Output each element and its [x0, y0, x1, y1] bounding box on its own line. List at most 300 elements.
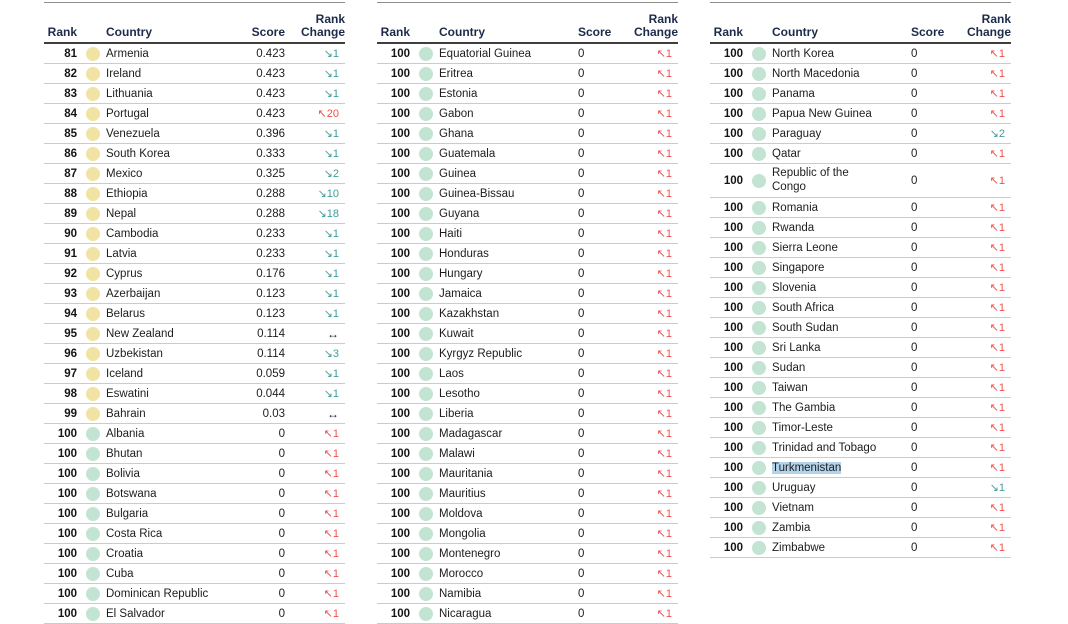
table-row [377, 524, 678, 544]
country-name: Sierra Leone [772, 241, 838, 254]
green-status-dot-icon [419, 307, 433, 321]
country-name: Liberia [439, 407, 474, 420]
country-name: Trinidad and Tobago [772, 441, 877, 454]
dot-cell [80, 467, 106, 481]
country-cell [772, 502, 897, 514]
table-row [377, 84, 678, 104]
score-cell: 0 [911, 107, 918, 120]
table-row [44, 464, 345, 484]
green-status-dot-icon [86, 507, 100, 521]
rank-cell: 100 [390, 367, 410, 380]
green-status-dot-icon [752, 321, 766, 335]
rank-change-cell [955, 47, 1011, 60]
dot-cell [413, 467, 439, 481]
rank-cell: 100 [723, 127, 743, 140]
rank-cell: 94 [64, 307, 77, 320]
rank-cell: 81 [64, 47, 77, 60]
table-row [377, 204, 678, 224]
green-status-dot-icon [419, 367, 433, 381]
rank-change-cell [622, 307, 678, 320]
green-status-dot-icon [86, 607, 100, 621]
dot-cell [413, 427, 439, 441]
rank-up-arrow-icon: ↖1 [656, 68, 672, 80]
score-cell: 0 [911, 147, 918, 160]
yellow-status-dot-icon [86, 147, 100, 161]
country-cell [106, 328, 231, 340]
score-cell: 0 [911, 201, 918, 214]
rank-change-cell [622, 567, 678, 580]
country-name: Mexico [106, 167, 143, 180]
rank-change-cell [955, 174, 1011, 187]
score-cell: 0 [278, 607, 285, 620]
dot-cell [80, 487, 106, 501]
dot-cell [80, 587, 106, 601]
green-status-dot-icon [419, 487, 433, 501]
rank-up-arrow-icon: ↖1 [323, 568, 339, 580]
dot-cell [746, 261, 772, 275]
rank-change-cell [622, 207, 678, 220]
rank-change-cell [289, 427, 345, 440]
dot-cell [746, 421, 772, 435]
green-status-dot-icon [752, 461, 766, 475]
rank-cell: 100 [723, 301, 743, 314]
rank-up-arrow-icon: ↖1 [323, 428, 339, 440]
rank-change-cell [622, 607, 678, 620]
country-name: Portugal [106, 107, 149, 120]
score-cell: 0.423 [256, 87, 285, 100]
country-name: El Salvador [106, 607, 165, 620]
rank-change-cell [289, 87, 345, 100]
dot-cell [746, 361, 772, 375]
rank-change-cell [289, 187, 345, 200]
table-row [710, 278, 1011, 298]
score-cell: 0.044 [256, 387, 285, 400]
rank-cell: 100 [390, 287, 410, 300]
rank-down-arrow-icon: ↘1 [323, 268, 339, 280]
score-column-header: Score [578, 24, 612, 39]
green-status-dot-icon [752, 421, 766, 435]
green-status-dot-icon [752, 107, 766, 121]
dot-cell [746, 481, 772, 495]
rank-cell: 100 [723, 401, 743, 414]
score-cell: 0 [578, 487, 585, 500]
table-row [44, 564, 345, 584]
rank-change-cell [289, 207, 345, 220]
table-row [377, 604, 678, 624]
rank-cell: 87 [64, 167, 77, 180]
score-cell: 0 [911, 241, 918, 254]
country-cell [106, 568, 231, 580]
yellow-status-dot-icon [86, 387, 100, 401]
rank-cell: 100 [390, 227, 410, 240]
rank-change-cell [289, 247, 345, 260]
rank-cell: 100 [723, 221, 743, 234]
rank-cell: 100 [723, 241, 743, 254]
score-cell: 0 [911, 281, 918, 294]
score-cell: 0 [278, 447, 285, 460]
rank-change-cell [955, 67, 1011, 80]
table-row [710, 498, 1011, 518]
yellow-status-dot-icon [86, 307, 100, 321]
country-name: Ethiopia [106, 187, 148, 200]
rank-up-arrow-icon: ↖1 [989, 342, 1005, 354]
score-cell: 0 [911, 441, 918, 454]
score-cell: 0 [911, 321, 918, 334]
country-cell [439, 508, 564, 520]
table-row [710, 438, 1011, 458]
table-row [44, 424, 345, 444]
ranking-table-1 [44, 2, 345, 624]
dot-cell [413, 87, 439, 101]
score-cell: 0 [911, 541, 918, 554]
country-name: Sudan [772, 361, 806, 374]
rank-cell: 100 [390, 607, 410, 620]
country-cell [106, 308, 231, 320]
dot-cell [80, 267, 106, 281]
country-name: Estonia [439, 87, 478, 100]
country-name: Gabon [439, 107, 474, 120]
rank-up-arrow-icon: ↖1 [989, 202, 1005, 214]
country-name: Paraguay [772, 127, 822, 140]
country-cell [772, 302, 897, 314]
country-cell [439, 308, 564, 320]
table-row [710, 218, 1011, 238]
table-header [710, 3, 1011, 44]
country-cell [106, 208, 231, 220]
dot-cell [80, 287, 106, 301]
score-cell: 0.233 [256, 227, 285, 240]
table-row [44, 304, 345, 324]
dot-cell [80, 127, 106, 141]
table-body [710, 44, 1011, 558]
dot-cell [413, 47, 439, 61]
yellow-status-dot-icon [86, 47, 100, 61]
rank-cell: 82 [64, 67, 77, 80]
country-cell [772, 342, 897, 354]
score-cell: 0 [911, 481, 918, 494]
rank-cell: 100 [390, 487, 410, 500]
rank-up-arrow-icon: ↖1 [989, 175, 1005, 187]
rank-down-arrow-icon: ↘1 [323, 288, 339, 300]
rank-change-cell [622, 227, 678, 240]
dot-cell [746, 401, 772, 415]
rank-change-cell [622, 287, 678, 300]
rank-cell: 92 [64, 267, 77, 280]
rank-up-arrow-icon: ↖1 [656, 368, 672, 380]
country-name: Moldova [439, 507, 483, 520]
rank-cell: 100 [390, 107, 410, 120]
country-cell [439, 588, 564, 600]
country-name: Cuba [106, 567, 134, 580]
country-cell [439, 208, 564, 220]
country-cell [439, 288, 564, 300]
rank-change-cell [289, 487, 345, 500]
table-row [44, 284, 345, 304]
table-row [44, 144, 345, 164]
dot-cell [80, 607, 106, 621]
green-status-dot-icon [419, 427, 433, 441]
dot-cell [746, 381, 772, 395]
country-name: Kuwait [439, 327, 474, 340]
country-name: Uzbekistan [106, 347, 163, 360]
table-row [44, 604, 345, 624]
table-row [44, 504, 345, 524]
country-name: Nepal [106, 207, 137, 220]
score-cell: 0.396 [256, 127, 285, 140]
rank-up-arrow-icon: ↖1 [656, 528, 672, 540]
score-cell: 0 [911, 521, 918, 534]
rank-cell: 100 [723, 381, 743, 394]
rank-change-cell [955, 481, 1011, 494]
country-name: Slovenia [772, 281, 817, 294]
table-row [377, 144, 678, 164]
green-status-dot-icon [419, 127, 433, 141]
table-row [710, 358, 1011, 378]
rank-cell: 100 [723, 87, 743, 100]
table-row [377, 64, 678, 84]
table-row [710, 238, 1011, 258]
country-cell [106, 188, 231, 200]
rank-change-cell [955, 241, 1011, 254]
score-cell: 0 [578, 67, 585, 80]
country-name: Iceland [106, 367, 144, 380]
country-name: Guinea [439, 167, 477, 180]
country-cell [106, 548, 231, 560]
rank-change-cell [289, 107, 345, 120]
country-name: Uruguay [772, 481, 816, 494]
green-status-dot-icon [752, 87, 766, 101]
country-name: Guyana [439, 207, 480, 220]
rank-up-arrow-icon: ↖1 [656, 248, 672, 260]
green-status-dot-icon [419, 407, 433, 421]
country-name: Honduras [439, 247, 489, 260]
dot-cell [746, 147, 772, 161]
table-row [44, 44, 345, 64]
green-status-dot-icon [419, 587, 433, 601]
country-cell [772, 442, 897, 454]
rank-down-arrow-icon: ↘2 [989, 128, 1005, 140]
rank-up-arrow-icon: ↖1 [656, 448, 672, 460]
dot-cell [413, 527, 439, 541]
rank-up-arrow-icon: ↖1 [323, 448, 339, 460]
rank-down-arrow-icon: ↘3 [323, 348, 339, 360]
rank-change-cell [289, 407, 345, 421]
score-cell: 0 [911, 501, 918, 514]
score-column-header: Score [251, 24, 285, 39]
score-cell: 0.423 [256, 107, 285, 120]
country-name: Latvia [106, 247, 137, 260]
score-cell: 0 [911, 87, 918, 100]
rank-cell: 100 [57, 487, 77, 500]
country-cell [772, 262, 897, 274]
table-row [710, 144, 1011, 164]
rank-cell: 100 [723, 281, 743, 294]
country-cell [439, 528, 564, 540]
rank-change-cell [955, 301, 1011, 314]
country-name: South Africa [772, 301, 835, 314]
score-cell: 0 [278, 567, 285, 580]
score-cell: 0 [578, 347, 585, 360]
dot-cell [746, 321, 772, 335]
table-row [710, 378, 1011, 398]
country-name: Costa Rica [106, 527, 163, 540]
rank-change-cell [289, 67, 345, 80]
dot-cell [746, 501, 772, 515]
country-cell [106, 408, 231, 420]
rank-cell: 100 [723, 461, 743, 474]
table-row [377, 244, 678, 264]
score-cell: 0 [578, 567, 585, 580]
rank-cell: 84 [64, 107, 77, 120]
country-name: Guatemala [439, 147, 496, 160]
green-status-dot-icon [419, 207, 433, 221]
country-cell [772, 68, 897, 80]
rank-cell: 100 [390, 47, 410, 60]
country-cell [106, 528, 231, 540]
table-row [710, 518, 1011, 538]
rank-up-arrow-icon: ↖1 [656, 488, 672, 500]
rank-cell: 100 [390, 567, 410, 580]
rank-up-arrow-icon: ↖1 [323, 508, 339, 520]
rank-cell: 100 [723, 201, 743, 214]
rank-cell: 100 [723, 481, 743, 494]
country-cell [106, 228, 231, 240]
score-cell: 0.288 [256, 187, 285, 200]
table-body [377, 44, 678, 624]
country-cell [439, 188, 564, 200]
green-status-dot-icon [752, 221, 766, 235]
dot-cell [80, 47, 106, 61]
table-row [44, 224, 345, 244]
rank-down-arrow-icon: ↘1 [323, 308, 339, 320]
dot-cell [413, 127, 439, 141]
country-cell [772, 482, 897, 494]
rank-cell: 100 [390, 387, 410, 400]
rank-change-cell [955, 461, 1011, 474]
rank-cell: 100 [390, 147, 410, 160]
rank-change-cell [622, 127, 678, 140]
score-cell: 0 [578, 307, 585, 320]
table-row [710, 198, 1011, 218]
green-status-dot-icon [419, 227, 433, 241]
rank-change-cell [289, 127, 345, 140]
table-row [377, 484, 678, 504]
green-status-dot-icon [419, 467, 433, 481]
rank-change-cell [622, 507, 678, 520]
green-status-dot-icon [419, 287, 433, 301]
green-status-dot-icon [752, 401, 766, 415]
score-cell: 0 [578, 127, 585, 140]
rank-up-arrow-icon: ↖1 [656, 608, 672, 620]
country-cell [772, 322, 897, 334]
rank-up-arrow-icon: ↖1 [989, 222, 1005, 234]
score-cell: 0 [911, 421, 918, 434]
rank-change-cell [622, 107, 678, 120]
country-name: Ireland [106, 67, 142, 80]
country-name: Mauritania [439, 467, 493, 480]
score-cell: 0 [578, 507, 585, 520]
table-row [377, 444, 678, 464]
score-cell: 0 [578, 587, 585, 600]
rank-down-arrow-icon: ↘1 [323, 388, 339, 400]
dot-cell [413, 367, 439, 381]
score-cell: 0 [911, 261, 918, 274]
dot-cell [413, 347, 439, 361]
rank-change-column-header: Rank Change [966, 11, 1011, 39]
dot-cell [80, 147, 106, 161]
country-cell [439, 268, 564, 280]
rank-cell: 100 [390, 507, 410, 520]
rank-change-cell [955, 87, 1011, 100]
rank-up-arrow-icon: ↖1 [989, 402, 1005, 414]
rank-change-cell [289, 527, 345, 540]
rank-change-cell [955, 281, 1011, 294]
score-cell: 0 [578, 327, 585, 340]
rank-change-column-header: Rank Change [300, 11, 345, 39]
dot-cell [80, 87, 106, 101]
green-status-dot-icon [419, 567, 433, 581]
country-cell [106, 48, 231, 60]
rank-change-cell [289, 307, 345, 320]
rank-change-cell [622, 187, 678, 200]
table-row [377, 584, 678, 604]
table-row [710, 478, 1011, 498]
dot-cell [746, 301, 772, 315]
score-cell: 0 [578, 107, 585, 120]
country-name: Equatorial Guinea [439, 47, 532, 60]
country-name: Zimbabwe [772, 541, 826, 554]
rank-up-arrow-icon: ↖1 [323, 548, 339, 560]
country-column-header: Country [106, 24, 152, 39]
country-cell [772, 362, 897, 374]
dot-cell [80, 167, 106, 181]
score-cell: 0 [578, 267, 585, 280]
rank-cell: 98 [64, 387, 77, 400]
rank-cell: 100 [57, 507, 77, 520]
rank-change-cell [955, 501, 1011, 514]
rank-change-cell [622, 67, 678, 80]
dot-cell [413, 207, 439, 221]
rank-up-arrow-icon: ↖1 [323, 588, 339, 600]
country-name: Venezuela [106, 127, 160, 140]
green-status-dot-icon [752, 361, 766, 375]
rank-cell: 100 [57, 467, 77, 480]
rank-change-cell [622, 387, 678, 400]
dot-cell [746, 541, 772, 555]
country-name: Ghana [439, 127, 474, 140]
table-row [377, 544, 678, 564]
dot-cell [80, 507, 106, 521]
score-cell: 0 [911, 401, 918, 414]
country-cell [439, 468, 564, 480]
score-cell: 0.325 [256, 167, 285, 180]
country-cell [439, 568, 564, 580]
table-row [377, 324, 678, 344]
score-cell: 0 [578, 407, 585, 420]
rank-change-cell [622, 487, 678, 500]
dot-cell [80, 327, 106, 341]
country-cell [439, 168, 564, 180]
green-status-dot-icon [419, 87, 433, 101]
rank-down-arrow-icon: ↘18 [317, 208, 339, 220]
table-row [44, 204, 345, 224]
yellow-status-dot-icon [86, 187, 100, 201]
green-status-dot-icon [752, 281, 766, 295]
country-name: Malawi [439, 447, 475, 460]
table-row [44, 104, 345, 124]
rank-change-cell [289, 287, 345, 300]
green-status-dot-icon [419, 387, 433, 401]
